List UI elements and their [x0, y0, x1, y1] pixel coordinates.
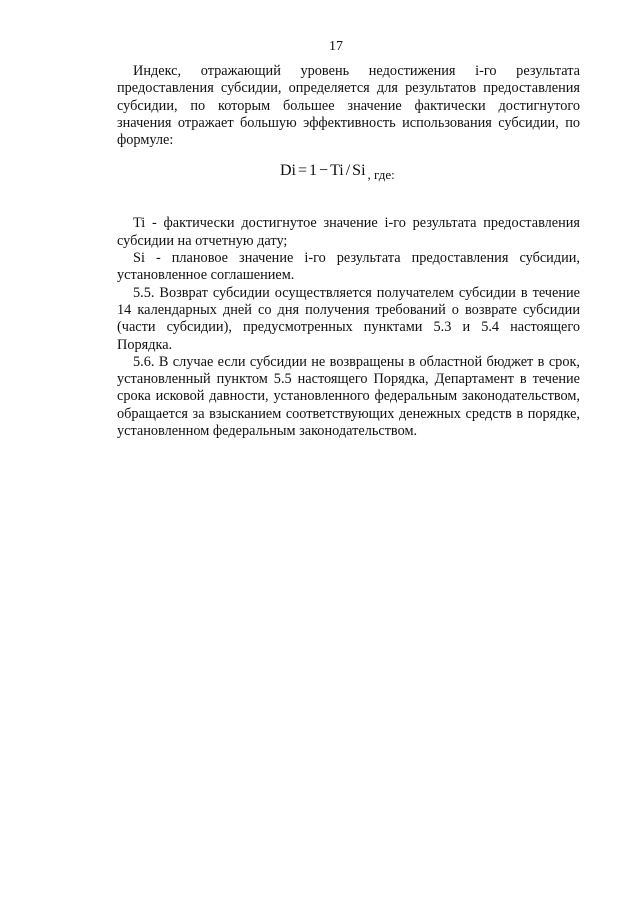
formula-lhs: Di: [280, 162, 296, 180]
paragraph-5-5: 5.5. Возврат субсидии осуществляется получателем субсидии в течение 14 календарных дней со дня получения требований о возврате субсидии (части субсидии), предусмотренных пунктами 5.3 и 5.4 настоящего Порядка.: [117, 284, 580, 353]
formula-equals: =: [298, 162, 308, 180]
formula-suffix: , где:: [367, 167, 395, 183]
formula: [280, 162, 395, 183]
formula-ti: Ti: [330, 162, 344, 180]
paragraph-5-6: 5.6. В случае если субсидии не возвращены в областной бюджет в срок, установленный пунктом 5.5 настоящего Порядка, Департамент в течение срока исковой давности, установленного федеральным законодательством, обращается за взысканием соответствующих денежных средств в порядке, установленном федеральным законодательством.: [117, 353, 580, 440]
paragraph-ti-definition: Ti - фактически достигнутое значение i-го результата предоставления субсидии на отчетную дату;: [117, 215, 580, 249]
formula-si: Si: [352, 162, 366, 180]
paragraph-intro: Индекс, отражающий уровень недостижения i-го результата предоставления субсидии, определяется для результатов предоставления субсидии, по которым большее значение фактически достигнутого значения отражает большую эффективность использования субсидии, по формуле:: [117, 63, 580, 149]
formula-slash: /: [345, 162, 351, 180]
formula-block: [117, 159, 580, 211]
document-body: [117, 63, 580, 440]
formula-one: 1: [309, 162, 318, 180]
formula-minus: −: [319, 162, 329, 180]
page-number: 17: [329, 39, 343, 54]
paragraph-si-definition: Si - плановое значение i-го результата предоставления субсидии, установленное соглашением.: [117, 250, 580, 284]
